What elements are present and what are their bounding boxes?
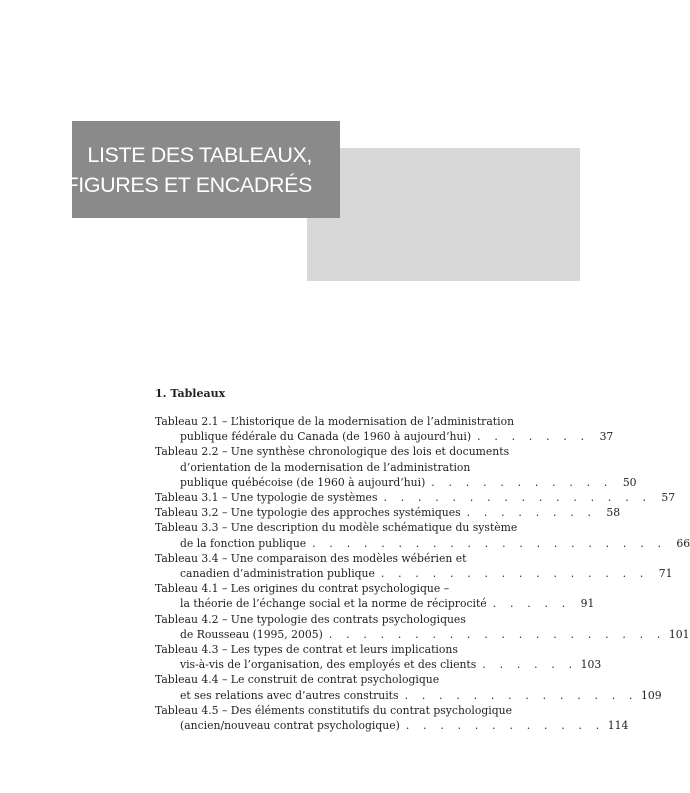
toc-entry-text: la théorie de l’échange social et la norme de réciprocité — [180, 597, 487, 611]
toc-entry-text: vis-à-vis de l’organisation, des employés et des clients — [180, 658, 477, 672]
toc-entry-text: et ses relations avec d’autres construits — [180, 688, 399, 702]
page-title-line-2: FIGURES ET ENCADRÉS — [65, 172, 312, 197]
toc-entry — [155, 490, 676, 505]
toc-entry-text: de la fonction publique — [180, 536, 307, 550]
toc-entry-last-line — [155, 490, 676, 505]
toc-entry-last-line — [155, 566, 673, 581]
toc-entry — [155, 520, 690, 550]
toc-entry — [155, 612, 690, 642]
toc-entry-last-line — [155, 429, 614, 444]
toc-entry — [155, 414, 614, 444]
toc-leader-dots: . . . . . . . — [477, 430, 590, 444]
toc-entry — [155, 551, 673, 581]
toc-page-number: 91 — [580, 597, 595, 611]
toc-page-number: 114 — [607, 719, 629, 733]
toc-page-number: 57 — [661, 491, 676, 505]
toc-entry-last-line — [155, 627, 690, 642]
toc-entry-text: de Rousseau (1995, 2005) — [180, 627, 323, 641]
toc-leader-dots: . . . . . — [492, 597, 571, 611]
toc-entry — [155, 672, 662, 702]
toc-page-number: 71 — [658, 567, 673, 581]
toc-entry-last-line — [155, 657, 602, 672]
toc-entry-last-line — [155, 688, 662, 703]
toc-entry-line: d’orientation de la modernisation de l’administration — [180, 460, 471, 474]
toc-entry-last-line — [155, 718, 629, 733]
toc-entry-line: Tableau 2.1 – L’historique de la modernisation de l’administration — [155, 415, 515, 428]
toc-entry-text: (ancien/nouveau contrat psychologique) — [180, 719, 400, 733]
toc-leader-dots: . . . . . . . . . . . . . . . . . . . . . — [312, 536, 667, 550]
toc-leader-dots: . . . . . . . . . . . — [431, 475, 613, 489]
toc-entry-last-line — [155, 475, 637, 490]
toc-page-number: 103 — [580, 658, 602, 672]
toc-entry-last-line — [155, 596, 595, 611]
toc-entry-last-line — [155, 536, 690, 551]
page-title-line-1: LISTE DES TABLEAUX, — [87, 142, 312, 167]
toc-entry-line: Tableau 4.1 – Les origines du contrat psychologique – — [155, 582, 450, 596]
toc-page-number: 58 — [606, 506, 621, 520]
toc-leader-dots: . . . . . . . . . . . . . . . . — [383, 491, 652, 505]
toc-page-number: 37 — [599, 430, 614, 444]
toc-entry-line: Tableau 3.4 – Une comparaison des modèles wébérien et — [155, 551, 467, 565]
toc-entry — [155, 581, 595, 611]
toc-entry-last-line — [155, 505, 621, 520]
table-of-contents-list — [155, 414, 690, 733]
toc-entry-line: Tableau 4.4 – Le construit de contrat psychologique — [155, 673, 440, 687]
toc-entry — [155, 444, 637, 490]
toc-entry-text: publique fédérale du Canada (de 1960 à aujourd’hui) — [180, 430, 472, 444]
toc-leader-dots: . . . . . . . . . . . . . . . . . . . . — [328, 627, 666, 641]
toc-leader-dots: . . . . . . . . . . . . . . — [404, 688, 638, 702]
toc-entry — [155, 505, 621, 520]
toc-entry-text: Tableau 3.1 – Une typologie de systèmes — [155, 491, 378, 505]
toc-entry-text: canadien d’administration publique — [180, 567, 375, 581]
toc-entry-line: Tableau 3.3 – Une description du modèle schématique du système — [155, 521, 518, 535]
page-title — [65, 121, 312, 218]
toc-entry — [155, 642, 602, 672]
toc-page-number: 66 — [676, 536, 690, 550]
toc-leader-dots: . . . . . . . . . . . . — [405, 719, 605, 733]
toc-entry-text: publique québécoise (de 1960 à aujourd’hui) — [180, 475, 426, 489]
toc-page-number: 101 — [668, 627, 690, 641]
toc-page-number: 50 — [622, 475, 637, 489]
toc-page-number: 109 — [641, 688, 662, 702]
toc-entry-line: Tableau 4.5 – Des éléments constitutifs du contrat psychologique — [155, 703, 512, 717]
toc-leader-dots: . . . . . . . . . . . . . . . . — [380, 567, 649, 581]
toc-entry-text: Tableau 3.2 – Une typologie des approches systémiques — [155, 506, 461, 520]
toc-entry-line: Tableau 2.2 – Une synthèse chronologique des lois et documents — [155, 445, 510, 459]
toc-leader-dots: . . . . . . — [482, 658, 578, 672]
section-heading-tableaux: 1. Tableaux — [155, 387, 226, 400]
toc-entry — [155, 703, 629, 733]
toc-leader-dots: . . . . . . . . — [466, 506, 597, 520]
toc-entry-line: Tableau 4.2 – Une typologie des contrats psychologiques — [155, 612, 466, 626]
toc-entry-line: Tableau 4.3 – Les types de contrat et leurs implications — [155, 643, 458, 657]
decorative-light-gray-block — [307, 148, 580, 281]
